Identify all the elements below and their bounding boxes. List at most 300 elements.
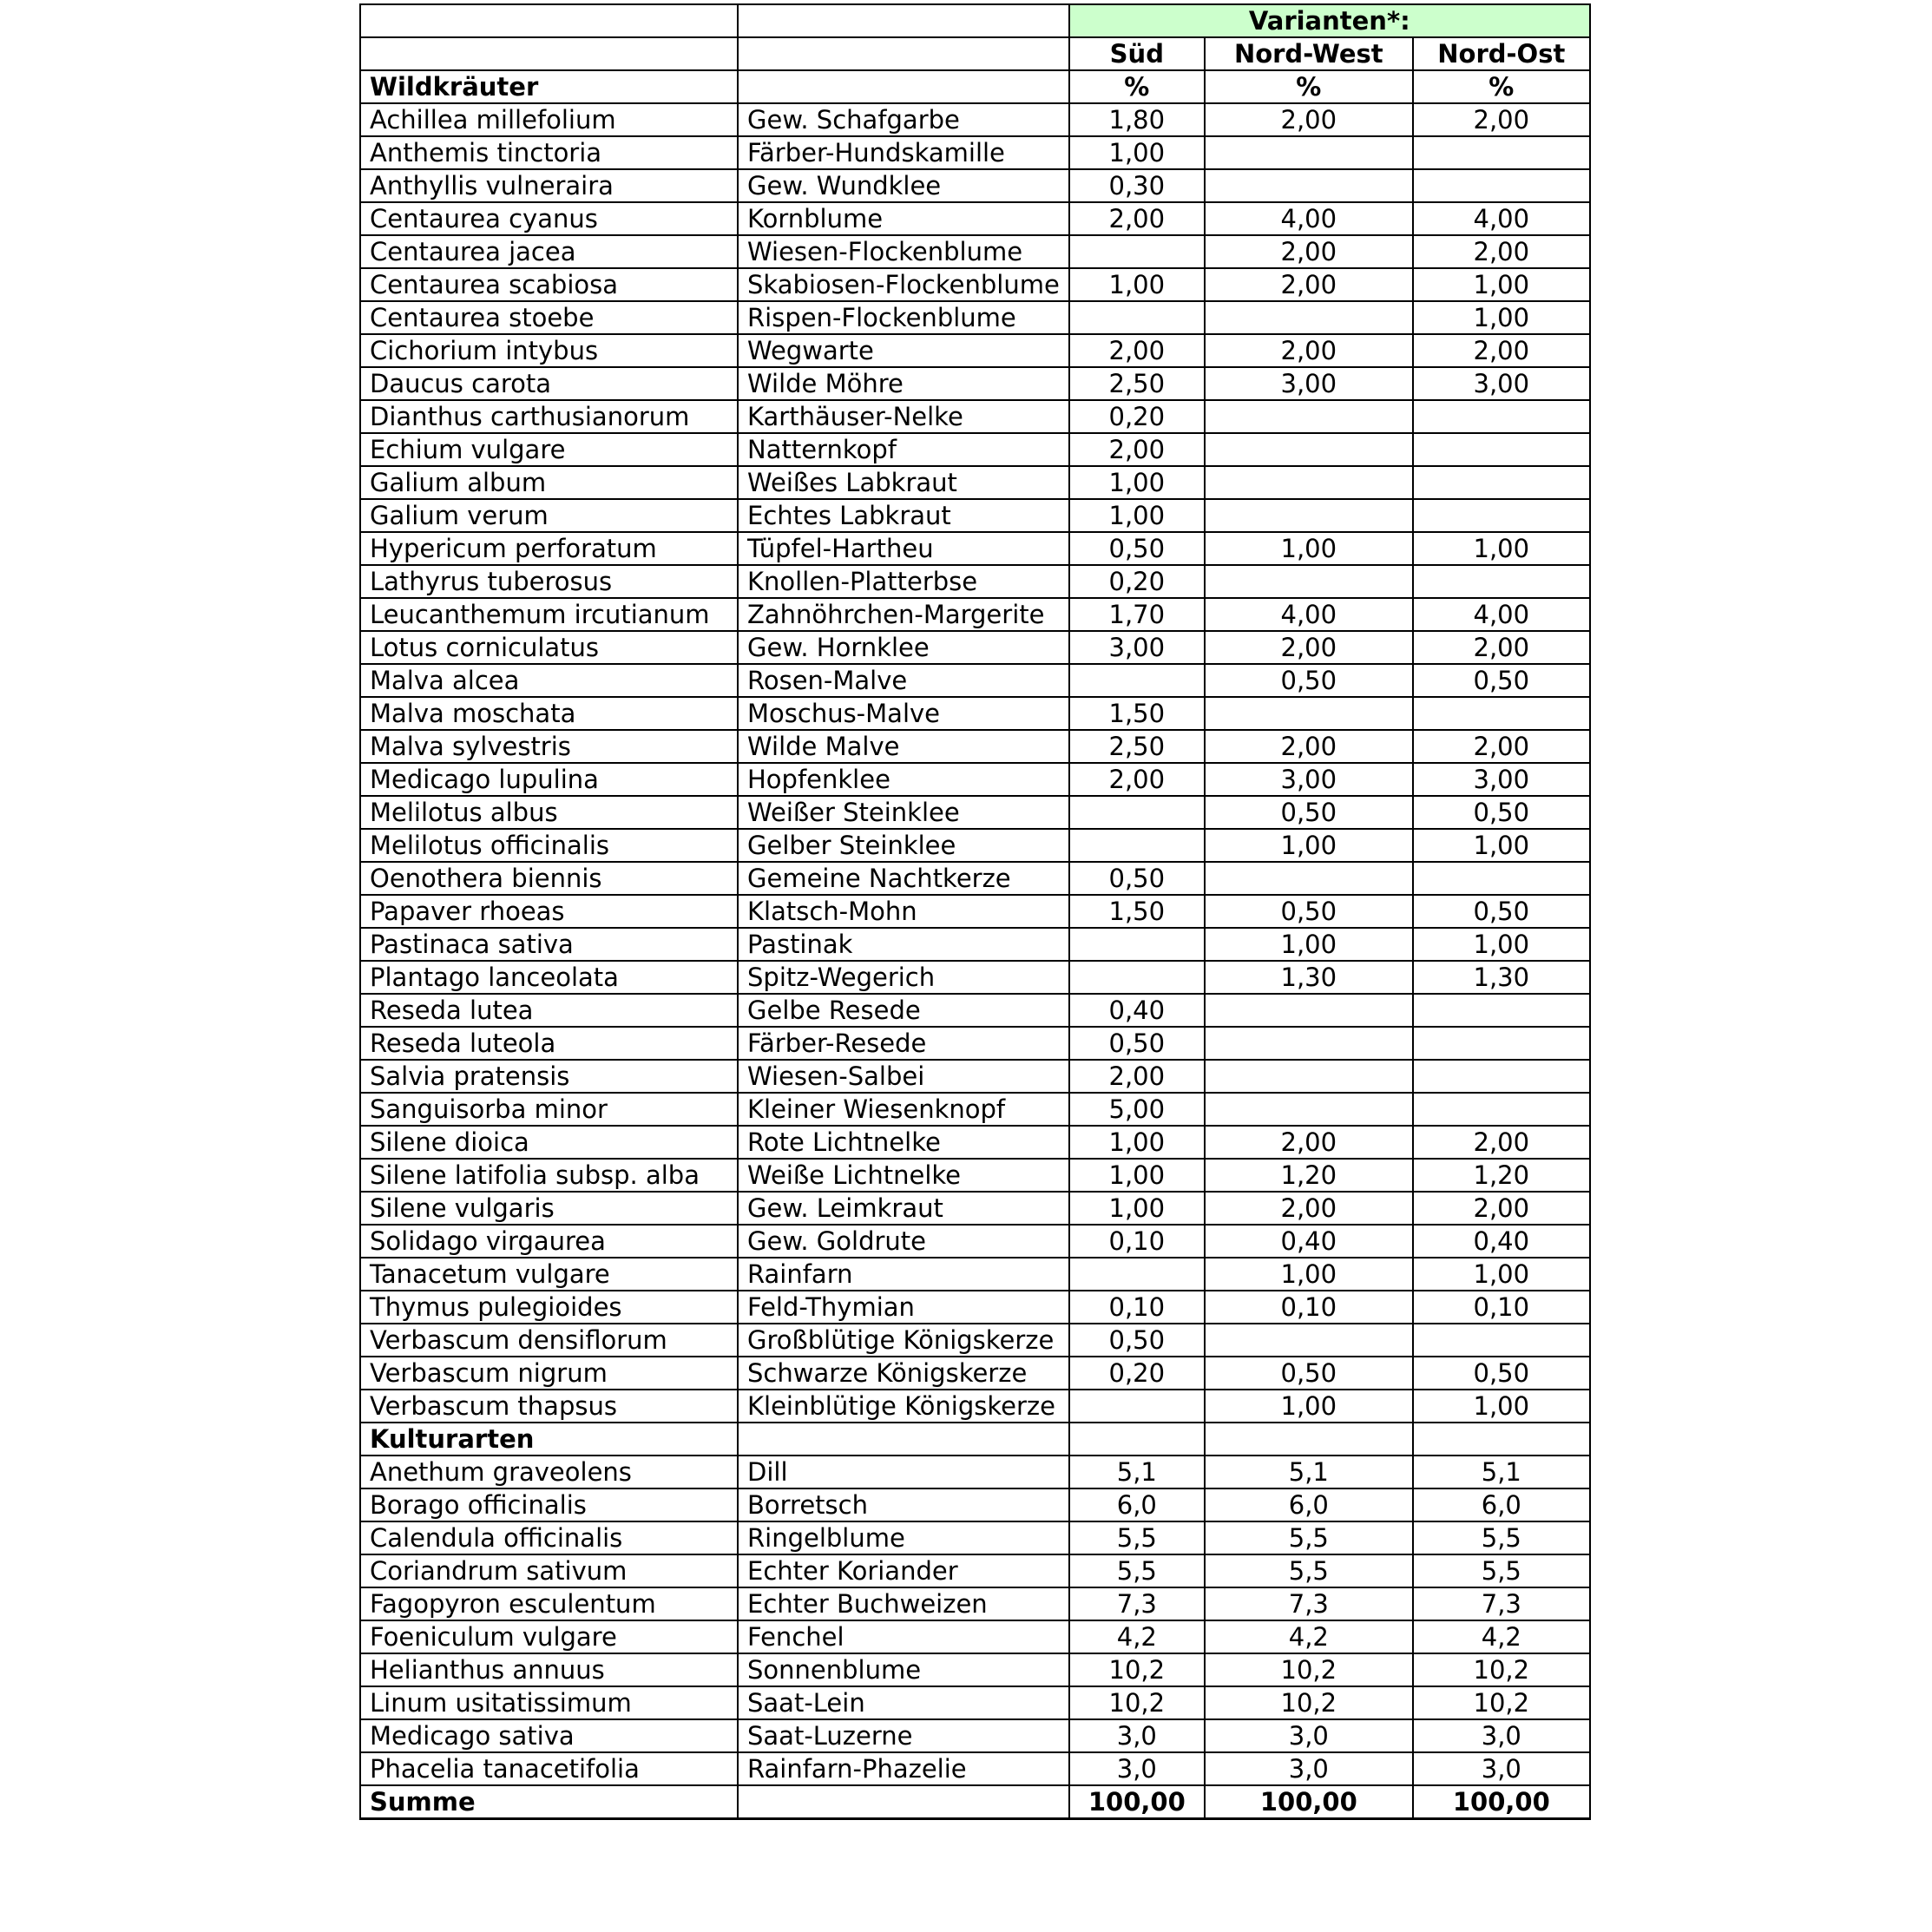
species-common-name: Tüpfel-Hartheu bbox=[738, 532, 1069, 565]
value-nord-ost bbox=[1413, 994, 1590, 1027]
value-nord-ost bbox=[1413, 400, 1590, 433]
value-sued: 5,00 bbox=[1069, 1093, 1205, 1126]
value-nord-ost: 10,2 bbox=[1413, 1686, 1590, 1719]
value-sued: 1,00 bbox=[1069, 1126, 1205, 1159]
species-latin-name: Pastinaca sativa bbox=[360, 928, 738, 961]
value-nord-west bbox=[1205, 1060, 1413, 1093]
species-latin-name: Reseda luteola bbox=[360, 1027, 738, 1060]
table-row bbox=[360, 598, 1590, 631]
species-common-name: Ringelblume bbox=[738, 1521, 1069, 1554]
value-nord-west bbox=[1205, 400, 1413, 433]
species-common-name: Gelber Steinklee bbox=[738, 829, 1069, 862]
species-common-name: Fenchel bbox=[738, 1620, 1069, 1653]
species-common-name: Feld-Thymian bbox=[738, 1291, 1069, 1324]
section-label-wild: Wildkräuter bbox=[360, 70, 738, 103]
value-sued: 10,2 bbox=[1069, 1686, 1205, 1719]
value-sued: 5,1 bbox=[1069, 1456, 1205, 1488]
species-latin-name: Borago officinalis bbox=[360, 1488, 738, 1521]
value-sued: 1,00 bbox=[1069, 1192, 1205, 1225]
species-common-name: Gelbe Resede bbox=[738, 994, 1069, 1027]
value-nord-ost: 6,0 bbox=[1413, 1488, 1590, 1521]
species-latin-name: Centaurea stoebe bbox=[360, 301, 738, 334]
species-common-name: Karthäuser-Nelke bbox=[738, 400, 1069, 433]
species-latin-name: Medicago sativa bbox=[360, 1719, 738, 1752]
value-nord-ost: 2,00 bbox=[1413, 1192, 1590, 1225]
species-latin-name: Anthemis tinctoria bbox=[360, 136, 738, 169]
value-nord-west: 1,00 bbox=[1205, 1258, 1413, 1291]
value-sued: 1,70 bbox=[1069, 598, 1205, 631]
value-nord-ost: 0,50 bbox=[1413, 895, 1590, 928]
value-nord-west: 6,0 bbox=[1205, 1488, 1413, 1521]
value-sued: 1,00 bbox=[1069, 136, 1205, 169]
species-latin-name: Cichorium intybus bbox=[360, 334, 738, 367]
value-nord-west: 0,40 bbox=[1205, 1225, 1413, 1258]
empty-cell bbox=[738, 37, 1069, 70]
table-row bbox=[360, 235, 1590, 268]
value-nord-west: 2,00 bbox=[1205, 268, 1413, 301]
table-row bbox=[360, 829, 1590, 862]
table-row bbox=[360, 895, 1590, 928]
value-sued: 7,3 bbox=[1069, 1587, 1205, 1620]
species-latin-name: Helianthus annuus bbox=[360, 1653, 738, 1686]
value-nord-west bbox=[1205, 136, 1413, 169]
species-latin-name: Linum usitatissimum bbox=[360, 1686, 738, 1719]
value-nord-ost: 0,50 bbox=[1413, 796, 1590, 829]
empty-cell bbox=[738, 70, 1069, 103]
species-latin-name: Medicago lupulina bbox=[360, 763, 738, 796]
table-row bbox=[360, 268, 1590, 301]
species-latin-name: Papaver rhoeas bbox=[360, 895, 738, 928]
value-sued: 0,20 bbox=[1069, 565, 1205, 598]
total-row bbox=[360, 1785, 1590, 1819]
species-common-name: Skabiosen-Flockenblume bbox=[738, 268, 1069, 301]
value-nord-ost bbox=[1413, 1060, 1590, 1093]
value-nord-west bbox=[1205, 1093, 1413, 1126]
species-latin-name: Silene vulgaris bbox=[360, 1192, 738, 1225]
value-nord-west: 5,1 bbox=[1205, 1456, 1413, 1488]
value-nord-ost: 0,50 bbox=[1413, 1357, 1590, 1390]
value-nord-ost bbox=[1413, 565, 1590, 598]
value-nord-ost bbox=[1413, 1324, 1590, 1357]
species-latin-name: Fagopyron esculentum bbox=[360, 1587, 738, 1620]
species-latin-name: Calendula officinalis bbox=[360, 1521, 738, 1554]
value-sued: 1,50 bbox=[1069, 895, 1205, 928]
species-latin-name: Melilotus albus bbox=[360, 796, 738, 829]
value-nord-west: 1,00 bbox=[1205, 928, 1413, 961]
value-nord-west bbox=[1205, 433, 1413, 466]
species-common-name: Echtes Labkraut bbox=[738, 499, 1069, 532]
value-nord-west bbox=[1205, 565, 1413, 598]
species-latin-name: Centaurea scabiosa bbox=[360, 268, 738, 301]
value-nord-west: 0,50 bbox=[1205, 796, 1413, 829]
empty-cell bbox=[738, 1423, 1069, 1456]
total-nord-ost: 100,00 bbox=[1413, 1785, 1590, 1819]
species-common-name: Natternkopf bbox=[738, 433, 1069, 466]
value-nord-ost bbox=[1413, 433, 1590, 466]
species-common-name: Weiße Lichtnelke bbox=[738, 1159, 1069, 1192]
value-nord-ost: 3,0 bbox=[1413, 1719, 1590, 1752]
value-nord-ost bbox=[1413, 697, 1590, 730]
species-common-name: Klatsch-Mohn bbox=[738, 895, 1069, 928]
value-nord-west: 4,2 bbox=[1205, 1620, 1413, 1653]
value-nord-ost: 2,00 bbox=[1413, 730, 1590, 763]
table-row bbox=[360, 862, 1590, 895]
value-nord-west: 2,00 bbox=[1205, 1126, 1413, 1159]
species-latin-name: Oenothera biennis bbox=[360, 862, 738, 895]
column-header-nord-ost: Nord-Ost bbox=[1413, 37, 1590, 70]
empty-cell bbox=[738, 1785, 1069, 1819]
value-sued: 4,2 bbox=[1069, 1620, 1205, 1653]
seed-mix-table bbox=[359, 3, 1591, 1820]
value-sued: 6,0 bbox=[1069, 1488, 1205, 1521]
value-nord-west: 5,5 bbox=[1205, 1554, 1413, 1587]
species-common-name: Knollen-Platterbse bbox=[738, 565, 1069, 598]
species-common-name: Kleinblütige Königskerze bbox=[738, 1390, 1069, 1423]
value-sued: 3,0 bbox=[1069, 1719, 1205, 1752]
unit-label: % bbox=[1413, 70, 1590, 103]
table-row bbox=[360, 1291, 1590, 1324]
value-nord-ost: 0,50 bbox=[1413, 664, 1590, 697]
table-row bbox=[360, 664, 1590, 697]
table-row bbox=[360, 532, 1590, 565]
value-sued: 2,00 bbox=[1069, 334, 1205, 367]
species-latin-name: Anthyllis vulneraira bbox=[360, 169, 738, 202]
value-sued: 1,00 bbox=[1069, 268, 1205, 301]
species-latin-name: Tanacetum vulgare bbox=[360, 1258, 738, 1291]
value-nord-ost: 1,30 bbox=[1413, 961, 1590, 994]
value-nord-west: 2,00 bbox=[1205, 235, 1413, 268]
section-row-wildkraeuter bbox=[360, 70, 1590, 103]
value-nord-ost: 4,00 bbox=[1413, 598, 1590, 631]
value-nord-ost: 5,5 bbox=[1413, 1554, 1590, 1587]
table-row bbox=[360, 1192, 1590, 1225]
value-nord-west: 2,00 bbox=[1205, 103, 1413, 136]
empty-cell bbox=[360, 37, 738, 70]
value-nord-ost: 1,00 bbox=[1413, 532, 1590, 565]
species-latin-name: Melilotus officinalis bbox=[360, 829, 738, 862]
species-latin-name: Echium vulgare bbox=[360, 433, 738, 466]
species-latin-name: Centaurea jacea bbox=[360, 235, 738, 268]
table-row bbox=[360, 697, 1590, 730]
table-row bbox=[360, 367, 1590, 400]
value-nord-west bbox=[1205, 1324, 1413, 1357]
value-nord-west: 3,0 bbox=[1205, 1719, 1413, 1752]
species-latin-name: Malva alcea bbox=[360, 664, 738, 697]
empty-cell bbox=[738, 4, 1069, 37]
species-latin-name: Leucanthemum ircutianum bbox=[360, 598, 738, 631]
value-nord-west: 4,00 bbox=[1205, 202, 1413, 235]
species-common-name: Sonnenblume bbox=[738, 1653, 1069, 1686]
value-nord-ost: 4,2 bbox=[1413, 1620, 1590, 1653]
table-row bbox=[360, 334, 1590, 367]
species-latin-name: Thymus pulegioides bbox=[360, 1291, 738, 1324]
table-row bbox=[360, 1159, 1590, 1192]
species-common-name: Wiesen-Flockenblume bbox=[738, 235, 1069, 268]
value-nord-ost bbox=[1413, 169, 1590, 202]
value-nord-ost: 1,00 bbox=[1413, 928, 1590, 961]
value-sued: 1,80 bbox=[1069, 103, 1205, 136]
value-nord-ost bbox=[1413, 1027, 1590, 1060]
species-common-name: Weißer Steinklee bbox=[738, 796, 1069, 829]
species-common-name: Echter Koriander bbox=[738, 1554, 1069, 1587]
value-sued bbox=[1069, 1258, 1205, 1291]
species-latin-name: Galium album bbox=[360, 466, 738, 499]
value-nord-west: 3,00 bbox=[1205, 763, 1413, 796]
section-label-cult: Kulturarten bbox=[360, 1423, 738, 1456]
value-nord-ost: 1,00 bbox=[1413, 301, 1590, 334]
species-latin-name: Silene dioica bbox=[360, 1126, 738, 1159]
value-nord-ost: 0,40 bbox=[1413, 1225, 1590, 1258]
species-latin-name: Plantago lanceolata bbox=[360, 961, 738, 994]
value-nord-west bbox=[1205, 169, 1413, 202]
species-common-name: Gew. Wundklee bbox=[738, 169, 1069, 202]
species-common-name: Kleiner Wiesenknopf bbox=[738, 1093, 1069, 1126]
table-row bbox=[360, 1258, 1590, 1291]
value-nord-ost: 2,00 bbox=[1413, 631, 1590, 664]
species-common-name: Gew. Leimkraut bbox=[738, 1192, 1069, 1225]
value-nord-ost: 10,2 bbox=[1413, 1653, 1590, 1686]
species-latin-name: Centaurea cyanus bbox=[360, 202, 738, 235]
table-row bbox=[360, 301, 1590, 334]
value-sued: 1,50 bbox=[1069, 697, 1205, 730]
species-latin-name: Achillea millefolium bbox=[360, 103, 738, 136]
value-sued: 0,40 bbox=[1069, 994, 1205, 1027]
value-sued: 0,20 bbox=[1069, 1357, 1205, 1390]
variants-header: Varianten*: bbox=[1069, 4, 1590, 37]
value-sued: 0,50 bbox=[1069, 532, 1205, 565]
value-nord-west: 0,50 bbox=[1205, 1357, 1413, 1390]
value-nord-west: 7,3 bbox=[1205, 1587, 1413, 1620]
species-latin-name: Malva moschata bbox=[360, 697, 738, 730]
table-row bbox=[360, 796, 1590, 829]
species-latin-name: Salvia pratensis bbox=[360, 1060, 738, 1093]
value-nord-west bbox=[1205, 301, 1413, 334]
species-common-name: Zahnöhrchen-Margerite bbox=[738, 598, 1069, 631]
value-nord-west: 5,5 bbox=[1205, 1521, 1413, 1554]
species-common-name: Kornblume bbox=[738, 202, 1069, 235]
species-common-name: Weißes Labkraut bbox=[738, 466, 1069, 499]
value-nord-ost: 5,5 bbox=[1413, 1521, 1590, 1554]
species-common-name: Rainfarn-Phazelie bbox=[738, 1752, 1069, 1785]
total-nord-west: 100,00 bbox=[1205, 1785, 1413, 1819]
value-sued: 2,50 bbox=[1069, 730, 1205, 763]
table-row bbox=[360, 1390, 1590, 1423]
value-nord-west: 2,00 bbox=[1205, 730, 1413, 763]
table-row bbox=[360, 1225, 1590, 1258]
species-common-name: Färber-Resede bbox=[738, 1027, 1069, 1060]
unit-label: % bbox=[1205, 70, 1413, 103]
value-nord-ost bbox=[1413, 136, 1590, 169]
species-common-name: Gew. Hornklee bbox=[738, 631, 1069, 664]
table-row bbox=[360, 1719, 1590, 1752]
value-sued: 0,50 bbox=[1069, 1027, 1205, 1060]
value-sued bbox=[1069, 1390, 1205, 1423]
species-latin-name: Anethum graveolens bbox=[360, 1456, 738, 1488]
table-row bbox=[360, 1456, 1590, 1488]
value-nord-west: 10,2 bbox=[1205, 1686, 1413, 1719]
value-sued: 0,50 bbox=[1069, 1324, 1205, 1357]
value-sued: 10,2 bbox=[1069, 1653, 1205, 1686]
value-sued: 2,00 bbox=[1069, 202, 1205, 235]
table-row bbox=[360, 1686, 1590, 1719]
species-common-name: Saat-Lein bbox=[738, 1686, 1069, 1719]
value-nord-west bbox=[1205, 499, 1413, 532]
species-common-name: Färber-Hundskamille bbox=[738, 136, 1069, 169]
species-common-name: Rote Lichtnelke bbox=[738, 1126, 1069, 1159]
table-row bbox=[360, 631, 1590, 664]
table-row bbox=[360, 1752, 1590, 1785]
value-nord-ost: 3,00 bbox=[1413, 763, 1590, 796]
species-common-name: Wiesen-Salbei bbox=[738, 1060, 1069, 1093]
variants-header-row bbox=[360, 4, 1590, 37]
species-common-name: Wegwarte bbox=[738, 334, 1069, 367]
table-row bbox=[360, 730, 1590, 763]
species-latin-name: Verbascum thapsus bbox=[360, 1390, 738, 1423]
species-common-name: Rispen-Flockenblume bbox=[738, 301, 1069, 334]
value-nord-ost: 1,00 bbox=[1413, 1390, 1590, 1423]
value-nord-ost bbox=[1413, 466, 1590, 499]
species-latin-name: Lathyrus tuberosus bbox=[360, 565, 738, 598]
column-header-nord-west: Nord-West bbox=[1205, 37, 1413, 70]
species-latin-name: Galium verum bbox=[360, 499, 738, 532]
table-row bbox=[360, 202, 1590, 235]
species-common-name: Pastinak bbox=[738, 928, 1069, 961]
table-row bbox=[360, 169, 1590, 202]
species-latin-name: Foeniculum vulgare bbox=[360, 1620, 738, 1653]
value-nord-west: 10,2 bbox=[1205, 1653, 1413, 1686]
value-nord-ost: 1,00 bbox=[1413, 829, 1590, 862]
value-nord-ost: 2,00 bbox=[1413, 103, 1590, 136]
value-sued bbox=[1069, 961, 1205, 994]
species-latin-name: Coriandrum sativum bbox=[360, 1554, 738, 1587]
value-nord-ost: 1,00 bbox=[1413, 268, 1590, 301]
value-nord-ost: 4,00 bbox=[1413, 202, 1590, 235]
value-nord-west bbox=[1205, 466, 1413, 499]
value-nord-ost: 7,3 bbox=[1413, 1587, 1590, 1620]
value-nord-west: 3,00 bbox=[1205, 367, 1413, 400]
table-row bbox=[360, 433, 1590, 466]
column-header-row bbox=[360, 37, 1590, 70]
table-row bbox=[360, 1620, 1590, 1653]
value-nord-ost: 2,00 bbox=[1413, 334, 1590, 367]
empty-cell bbox=[1069, 1423, 1205, 1456]
empty-cell bbox=[1413, 1423, 1590, 1456]
species-common-name: Wilde Möhre bbox=[738, 367, 1069, 400]
value-sued: 1,00 bbox=[1069, 499, 1205, 532]
species-latin-name: Malva sylvestris bbox=[360, 730, 738, 763]
unit-label: % bbox=[1069, 70, 1205, 103]
table-row bbox=[360, 1126, 1590, 1159]
table-row bbox=[360, 1357, 1590, 1390]
table-row bbox=[360, 136, 1590, 169]
table-row bbox=[360, 400, 1590, 433]
value-nord-ost bbox=[1413, 862, 1590, 895]
species-common-name: Saat-Luzerne bbox=[738, 1719, 1069, 1752]
value-nord-west: 0,50 bbox=[1205, 895, 1413, 928]
table-row bbox=[360, 1324, 1590, 1357]
value-nord-west: 2,00 bbox=[1205, 1192, 1413, 1225]
table-row bbox=[360, 994, 1590, 1027]
table-row bbox=[360, 1653, 1590, 1686]
table-row bbox=[360, 1554, 1590, 1587]
species-latin-name: Silene latifolia subsp. alba bbox=[360, 1159, 738, 1192]
value-nord-west: 4,00 bbox=[1205, 598, 1413, 631]
value-sued: 5,5 bbox=[1069, 1554, 1205, 1587]
value-nord-west bbox=[1205, 994, 1413, 1027]
value-sued: 1,00 bbox=[1069, 1159, 1205, 1192]
value-nord-west: 2,00 bbox=[1205, 334, 1413, 367]
value-nord-west: 2,00 bbox=[1205, 631, 1413, 664]
value-sued bbox=[1069, 301, 1205, 334]
value-nord-west: 3,0 bbox=[1205, 1752, 1413, 1785]
species-common-name: Spitz-Wegerich bbox=[738, 961, 1069, 994]
value-nord-west: 1,00 bbox=[1205, 829, 1413, 862]
value-sued: 5,5 bbox=[1069, 1521, 1205, 1554]
table-row bbox=[360, 928, 1590, 961]
species-common-name: Borretsch bbox=[738, 1488, 1069, 1521]
species-common-name: Gew. Schafgarbe bbox=[738, 103, 1069, 136]
value-sued bbox=[1069, 664, 1205, 697]
species-common-name: Echter Buchweizen bbox=[738, 1587, 1069, 1620]
value-sued bbox=[1069, 235, 1205, 268]
species-common-name: Großblütige Königskerze bbox=[738, 1324, 1069, 1357]
value-nord-west bbox=[1205, 697, 1413, 730]
value-sued: 0,20 bbox=[1069, 400, 1205, 433]
value-nord-ost: 0,10 bbox=[1413, 1291, 1590, 1324]
value-sued: 1,00 bbox=[1069, 466, 1205, 499]
table-row bbox=[360, 763, 1590, 796]
total-label: Summe bbox=[360, 1785, 738, 1819]
total-sued: 100,00 bbox=[1069, 1785, 1205, 1819]
value-sued: 0,30 bbox=[1069, 169, 1205, 202]
value-nord-west bbox=[1205, 862, 1413, 895]
value-sued bbox=[1069, 829, 1205, 862]
value-sued: 2,00 bbox=[1069, 1060, 1205, 1093]
table-row bbox=[360, 1587, 1590, 1620]
species-common-name: Gew. Goldrute bbox=[738, 1225, 1069, 1258]
value-nord-ost: 2,00 bbox=[1413, 235, 1590, 268]
species-latin-name: Dianthus carthusianorum bbox=[360, 400, 738, 433]
species-latin-name: Verbascum nigrum bbox=[360, 1357, 738, 1390]
table-row bbox=[360, 1027, 1590, 1060]
value-sued: 0,10 bbox=[1069, 1291, 1205, 1324]
value-nord-ost: 2,00 bbox=[1413, 1126, 1590, 1159]
value-nord-ost: 1,20 bbox=[1413, 1159, 1590, 1192]
value-nord-ost bbox=[1413, 499, 1590, 532]
value-nord-ost: 3,0 bbox=[1413, 1752, 1590, 1785]
value-nord-west bbox=[1205, 1027, 1413, 1060]
species-common-name: Dill bbox=[738, 1456, 1069, 1488]
value-nord-west: 1,00 bbox=[1205, 532, 1413, 565]
value-nord-ost: 3,00 bbox=[1413, 367, 1590, 400]
table-row bbox=[360, 466, 1590, 499]
value-sued: 3,0 bbox=[1069, 1752, 1205, 1785]
table-row bbox=[360, 1093, 1590, 1126]
value-nord-ost: 1,00 bbox=[1413, 1258, 1590, 1291]
species-common-name: Rainfarn bbox=[738, 1258, 1069, 1291]
species-common-name: Moschus-Malve bbox=[738, 697, 1069, 730]
value-nord-west: 1,20 bbox=[1205, 1159, 1413, 1192]
value-sued bbox=[1069, 928, 1205, 961]
value-nord-west: 0,50 bbox=[1205, 664, 1413, 697]
table-row bbox=[360, 961, 1590, 994]
table-row bbox=[360, 499, 1590, 532]
empty-cell bbox=[1205, 1423, 1413, 1456]
section-row-kulturarten bbox=[360, 1423, 1590, 1456]
value-sued: 0,50 bbox=[1069, 862, 1205, 895]
value-sued: 2,00 bbox=[1069, 763, 1205, 796]
species-common-name: Schwarze Königskerze bbox=[738, 1357, 1069, 1390]
